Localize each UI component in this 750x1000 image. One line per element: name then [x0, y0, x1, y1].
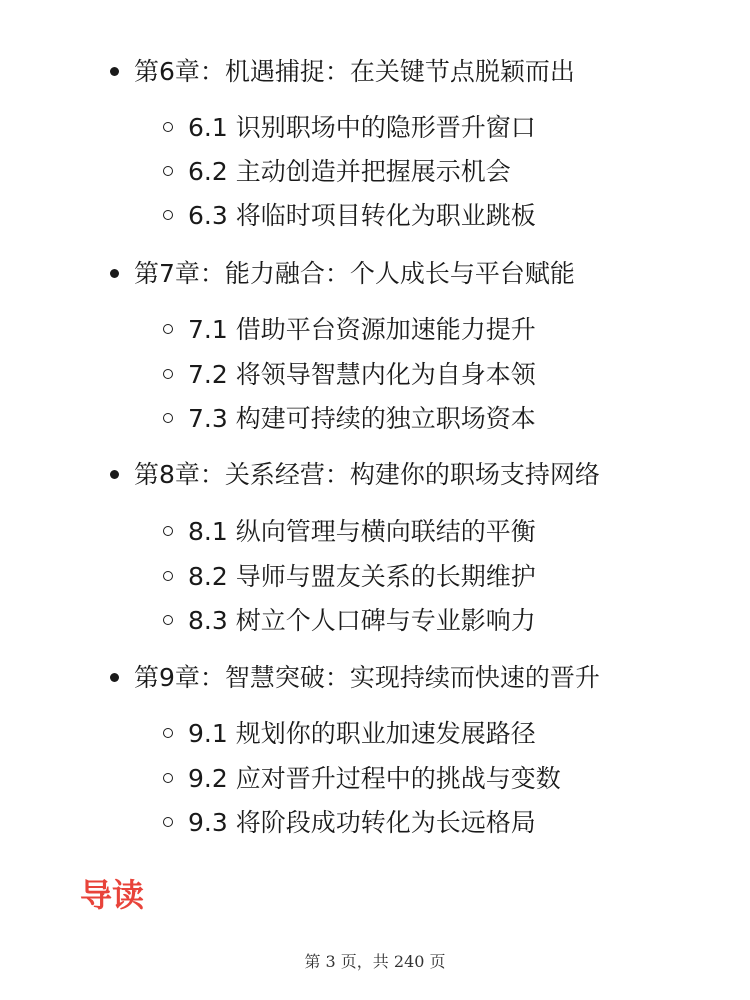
section-title: 9.3 将阶段成功转化为长远格局 [188, 808, 536, 837]
section-title: 6.3 将临时项目转化为职业跳板 [188, 201, 536, 230]
hollow-bullet-icon [163, 210, 173, 220]
chapter-title: 第8章：关系经营：构建你的职场支持网络 [134, 460, 600, 489]
section-title: 9.2 应对晋升过程中的挑战与变数 [188, 764, 561, 793]
chapter-title: 第7章：能力融合：个人成长与平台赋能 [134, 259, 575, 288]
section-title: 8.1 纵向管理与横向联结的平衡 [188, 517, 536, 546]
page-footer: 第 3 页，共 240 页 [304, 952, 446, 971]
filled-bullet-icon [110, 673, 119, 682]
filled-bullet-icon [110, 269, 119, 278]
hollow-bullet-icon [163, 526, 173, 536]
hollow-bullet-icon [163, 728, 173, 738]
section-title: 8.3 树立个人口碑与专业影响力 [188, 606, 536, 635]
hollow-bullet-icon [163, 413, 173, 423]
section-title: 6.1 识别职场中的隐形晋升窗口 [188, 113, 536, 142]
hollow-bullet-icon [163, 773, 173, 783]
filled-bullet-icon [110, 470, 119, 479]
hollow-bullet-icon [163, 324, 173, 334]
chapter-title: 第9章：智慧突破：实现持续而快速的晋升 [134, 663, 600, 692]
section-title: 7.2 将领导智慧内化为自身本领 [188, 360, 536, 389]
hollow-bullet-icon [163, 817, 173, 827]
hollow-bullet-icon [163, 166, 173, 176]
filled-bullet-icon [110, 67, 119, 76]
hollow-bullet-icon [163, 122, 173, 132]
hollow-bullet-icon [163, 369, 173, 379]
hollow-bullet-icon [163, 615, 173, 625]
section-title: 6.2 主动创造并把握展示机会 [188, 157, 511, 186]
chapter-title: 第6章：机遇捕捉：在关键节点脱颖而出 [134, 57, 575, 86]
section-heading-daodu: 导读 [80, 876, 145, 914]
section-title: 8.2 导师与盟友关系的长期维护 [188, 562, 536, 591]
section-title: 7.1 借助平台资源加速能力提升 [188, 315, 536, 344]
hollow-bullet-icon [163, 571, 173, 581]
section-title: 9.1 规划你的职业加速发展路径 [188, 719, 536, 748]
section-title: 7.3 构建可持续的独立职场资本 [188, 404, 536, 433]
